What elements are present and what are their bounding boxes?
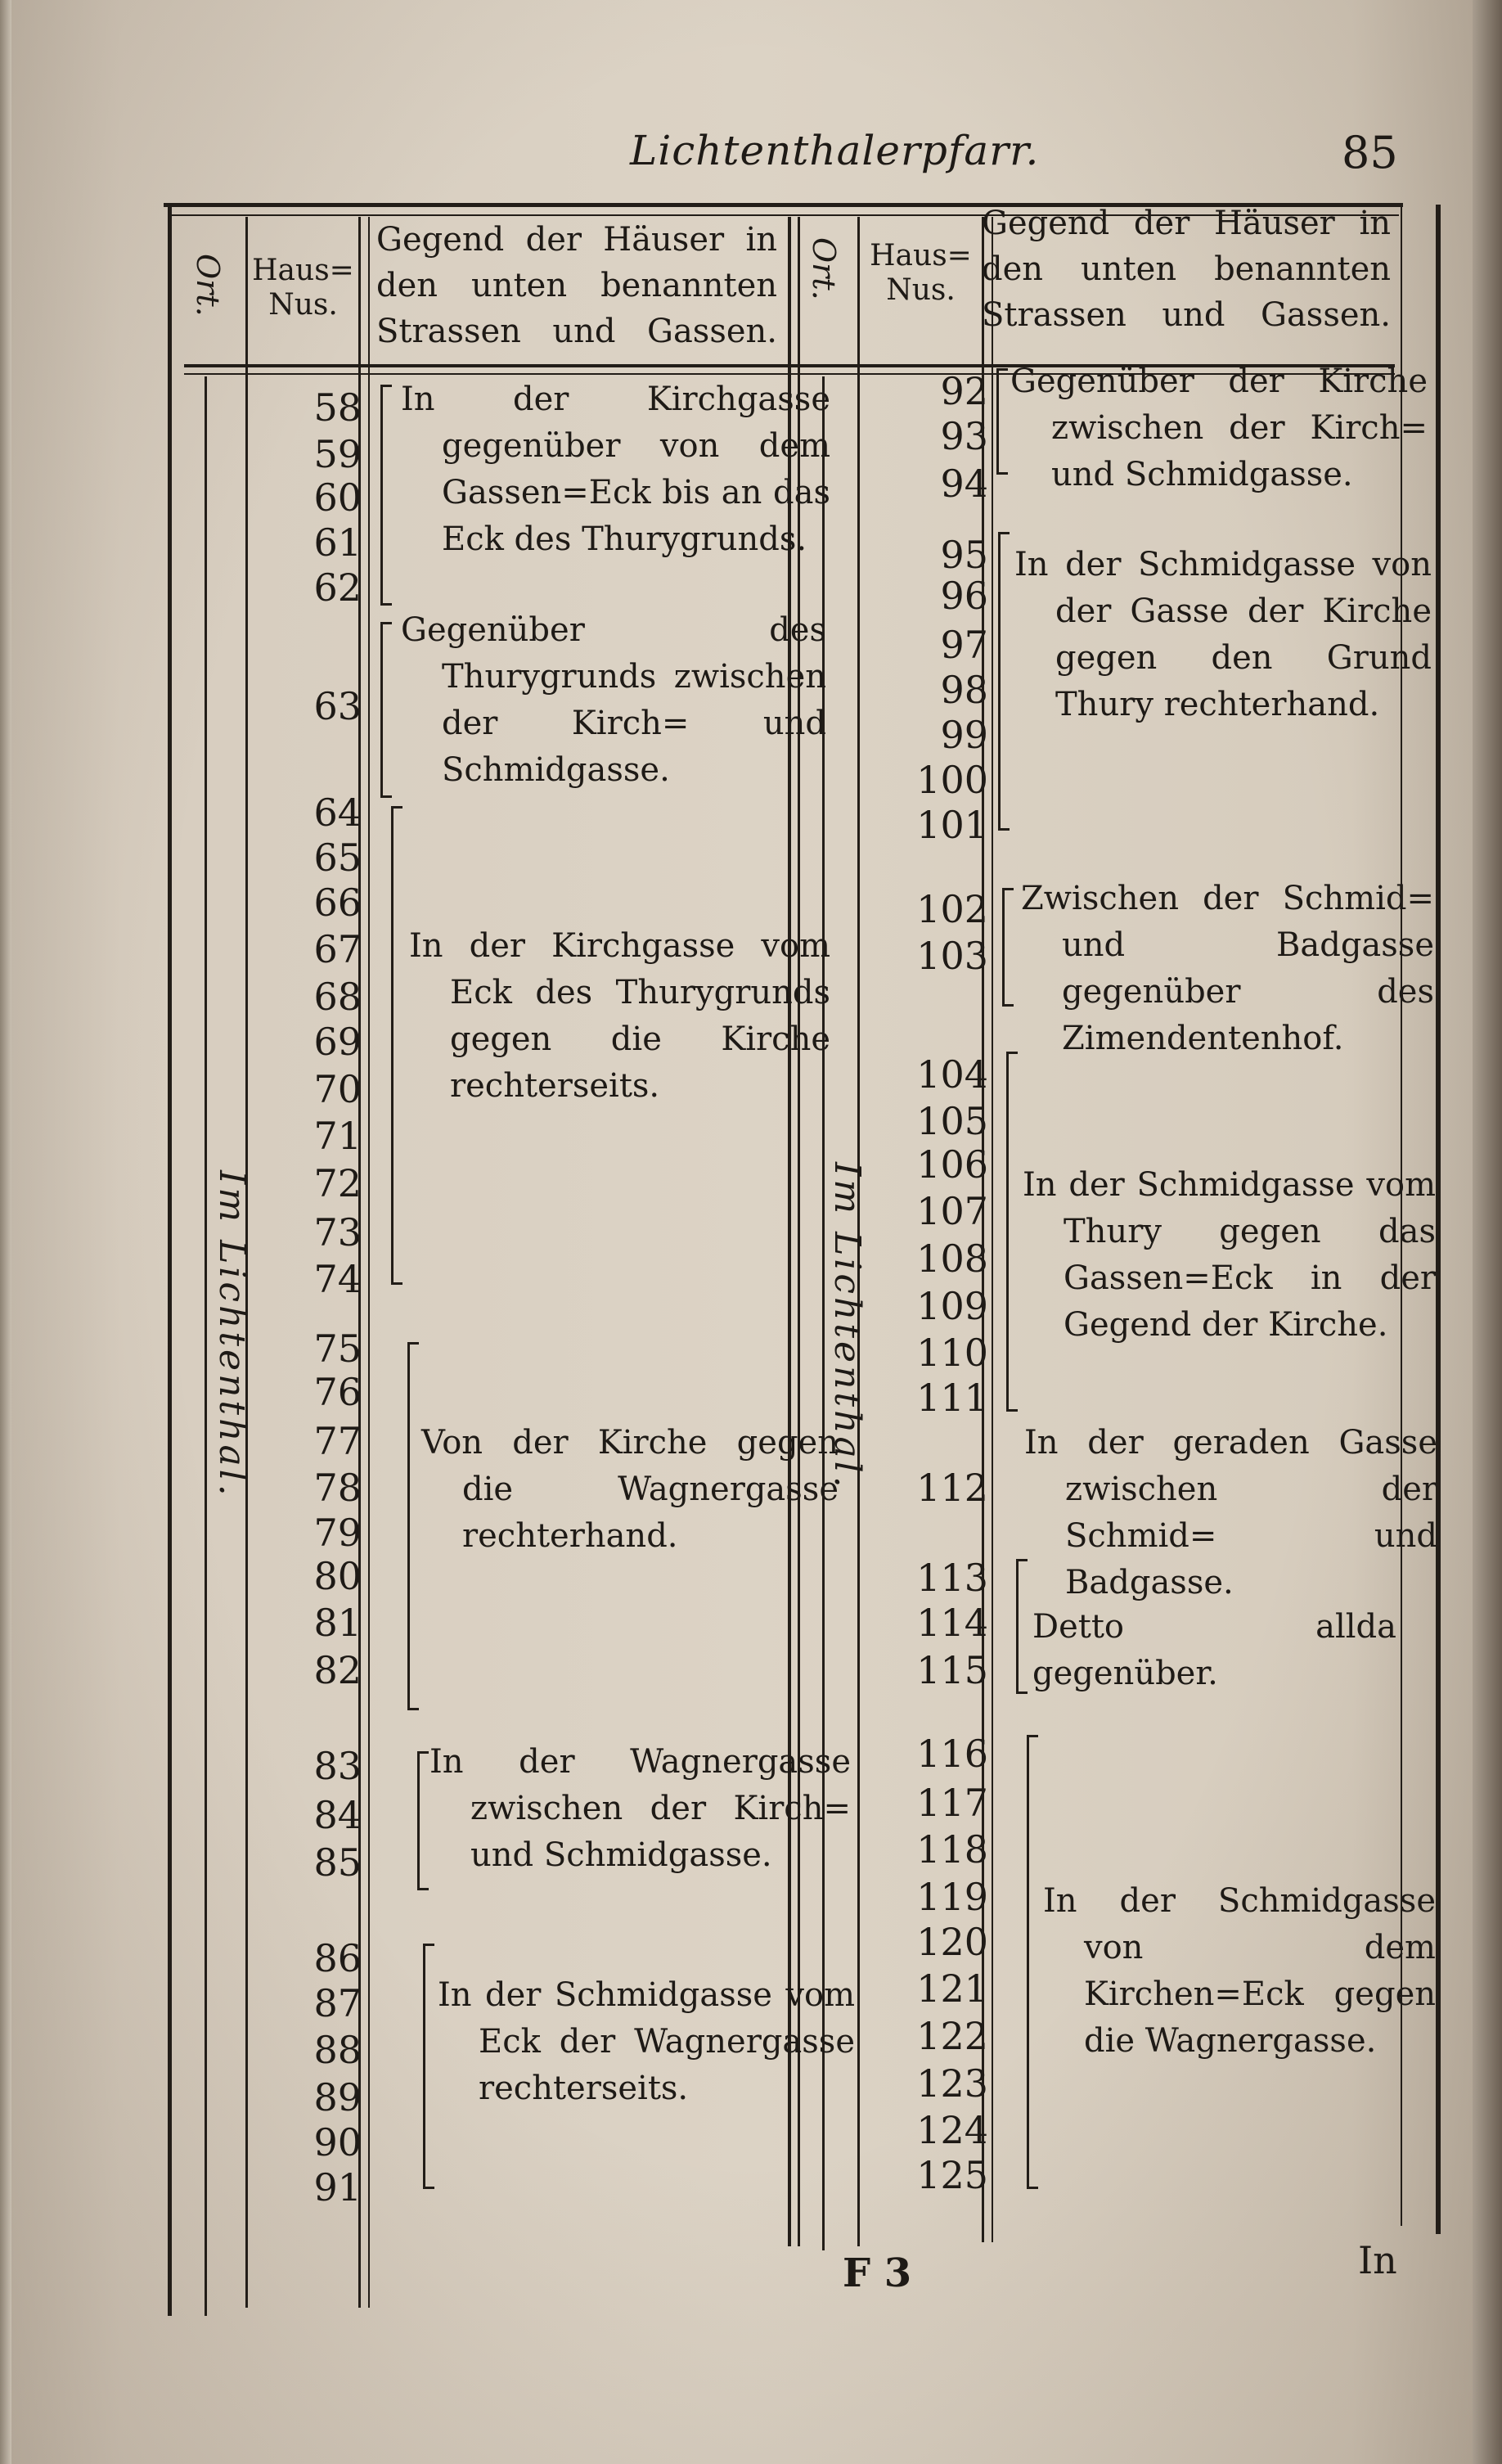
catchword: In bbox=[1358, 2238, 1397, 2282]
entry-left-4: Von der Kirche gegen die Wagnergasse rechterhand. bbox=[421, 1424, 839, 1555]
header-ort-right: Ort. bbox=[806, 237, 842, 300]
house-number: 85 bbox=[313, 1840, 362, 1885]
house-number: 117 bbox=[916, 1781, 988, 1825]
brace bbox=[380, 385, 394, 606]
house-number: 87 bbox=[313, 1981, 362, 2025]
header-gegend-left: Gegend der Häuser in den unten benannten Strassen und Gassen. bbox=[376, 221, 777, 350]
house-number: 100 bbox=[916, 758, 988, 802]
brace bbox=[423, 1944, 437, 2189]
house-number: 82 bbox=[313, 1648, 362, 1692]
house-number: 107 bbox=[916, 1189, 988, 1233]
house-number: 60 bbox=[313, 475, 362, 520]
house-number: 88 bbox=[313, 2028, 362, 2072]
house-number: 125 bbox=[916, 2153, 988, 2197]
house-number: 121 bbox=[916, 1966, 988, 2011]
brace bbox=[380, 622, 394, 798]
entry-right-1: Gegenüber der Kirche zwischen der Kirch= und Schmidgasse. bbox=[1010, 363, 1428, 493]
page-edge-right bbox=[1473, 0, 1502, 2464]
house-number: 75 bbox=[313, 1327, 362, 1371]
page-number: 85 bbox=[1342, 127, 1398, 178]
house-number: 97 bbox=[940, 623, 988, 667]
house-number: 63 bbox=[313, 684, 362, 728]
house-number: 101 bbox=[916, 803, 988, 847]
house-number: 74 bbox=[313, 1257, 362, 1301]
house-number: 94 bbox=[940, 462, 988, 506]
house-number: 120 bbox=[916, 1920, 988, 1964]
header-ort-left: Ort. bbox=[190, 254, 226, 317]
entry-left-1: In der Kirchgasse gegenüber von dem Gassen=Eck bis an das Eck des Thurygrunds. bbox=[401, 381, 830, 558]
header-haus-nus-right: Haus= Nus. bbox=[870, 239, 972, 307]
entry-left-6: In der Schmidgasse vom Eck der Wagnergasse rechterseits. bbox=[438, 1976, 855, 2107]
house-number: 81 bbox=[313, 1601, 362, 1645]
house-number: 80 bbox=[313, 1554, 362, 1598]
house-number: 90 bbox=[313, 2120, 362, 2164]
house-number: 58 bbox=[313, 385, 362, 430]
entry-right-2: In der Schmidgasse von der Gasse der Kirche gegen den Grund Thury rechterhand. bbox=[1014, 546, 1432, 723]
entry-right-6: Detto allda gegenüber. bbox=[1032, 1608, 1396, 1692]
house-number: 116 bbox=[916, 1732, 988, 1776]
frame-left bbox=[168, 205, 172, 2316]
house-number: 67 bbox=[313, 927, 362, 971]
house-number: 111 bbox=[916, 1376, 988, 1420]
house-number: 66 bbox=[313, 881, 362, 925]
house-number: 86 bbox=[313, 1936, 362, 1980]
house-number: 62 bbox=[313, 565, 362, 610]
house-number: 122 bbox=[916, 2014, 988, 2058]
house-number: 84 bbox=[313, 1793, 362, 1837]
brace bbox=[1006, 1052, 1020, 1412]
house-number: 123 bbox=[916, 2061, 988, 2106]
house-number: 93 bbox=[940, 414, 988, 458]
house-number: 73 bbox=[313, 1210, 362, 1255]
house-number: 65 bbox=[313, 836, 362, 880]
entry-left-3: In der Kirchgasse vom Eck des Thurygrunds gegen die Kirche rechterseits. bbox=[409, 927, 830, 1105]
entry-left-2: Gegenüber des Thurygrunds zwischen der Kirch= und Schmidgasse. bbox=[401, 611, 826, 789]
col-rule-desc-left bbox=[368, 217, 370, 2308]
district-label-left: Im Lichtenthal. bbox=[211, 1170, 253, 1499]
house-number: 83 bbox=[313, 1744, 362, 1788]
house-number: 102 bbox=[916, 887, 988, 931]
house-number: 71 bbox=[313, 1114, 362, 1158]
house-number: 108 bbox=[916, 1237, 988, 1281]
house-number: 112 bbox=[916, 1466, 988, 1510]
house-number: 79 bbox=[313, 1511, 362, 1555]
house-number: 89 bbox=[313, 2075, 362, 2119]
house-number: 72 bbox=[313, 1161, 362, 1205]
entry-left-5: In der Wagnergasse zwischen der Kirch= und Schmidgasse. bbox=[429, 1743, 851, 1874]
header-haus-nus-left: Haus= Nus. bbox=[252, 254, 354, 322]
house-number: 98 bbox=[940, 668, 988, 712]
house-number: 110 bbox=[916, 1331, 988, 1375]
house-number: 104 bbox=[916, 1052, 988, 1097]
district-label-right: Im Lichtenthal. bbox=[826, 1162, 868, 1491]
col-rule-desc-right bbox=[992, 217, 993, 2242]
house-number: 109 bbox=[916, 1284, 988, 1328]
house-number: 91 bbox=[313, 2165, 362, 2209]
house-number: 124 bbox=[916, 2108, 988, 2152]
house-number: 64 bbox=[313, 791, 362, 835]
house-number: 96 bbox=[940, 574, 988, 618]
entry-right-4: In der Schmidgasse vom Thury gegen das Gassen=Eck in der Gegend der Kirche. bbox=[1023, 1166, 1436, 1344]
brace bbox=[407, 1342, 421, 1710]
brace bbox=[1027, 1735, 1041, 2189]
house-number: 118 bbox=[916, 1827, 988, 1872]
house-number: 59 bbox=[313, 432, 362, 476]
house-number: 105 bbox=[916, 1099, 988, 1143]
signature-mark: F 3 bbox=[843, 2250, 912, 2296]
entry-right-7: In der Schmidgasse von dem Kirchen=Eck gegen die Wagnergasse. bbox=[1043, 1882, 1436, 2060]
house-number: 76 bbox=[313, 1370, 362, 1414]
header-gegend-right: Gegend der Häuser in den unten benannten Strassen und Gassen. bbox=[982, 205, 1391, 334]
brace bbox=[996, 368, 1010, 475]
entry-right-5: In der geraden Gasse zwischen der Schmid= und Badgasse. bbox=[1024, 1424, 1437, 1601]
col-rule-district-left bbox=[205, 376, 207, 2316]
house-number: 69 bbox=[313, 1020, 362, 1064]
page-edge-left bbox=[0, 0, 11, 2464]
house-number: 77 bbox=[313, 1419, 362, 1463]
brace bbox=[1002, 888, 1016, 1007]
entry-right-3: Zwischen der Schmid= und Badgasse gegenüber des Zimendentenhof. bbox=[1021, 880, 1434, 1057]
house-number: 92 bbox=[940, 369, 988, 413]
house-number: 119 bbox=[916, 1875, 988, 1919]
house-number: 113 bbox=[916, 1556, 988, 1600]
brace bbox=[391, 806, 405, 1285]
running-head: Lichtenthalerpfarr. bbox=[630, 127, 1040, 174]
house-number: 61 bbox=[313, 520, 362, 565]
house-number: 99 bbox=[940, 713, 988, 757]
brace bbox=[998, 532, 1012, 831]
house-number: 115 bbox=[916, 1648, 988, 1692]
house-number: 114 bbox=[916, 1601, 988, 1645]
house-number: 68 bbox=[313, 975, 362, 1019]
house-number: 95 bbox=[940, 533, 988, 577]
house-number: 78 bbox=[313, 1466, 362, 1510]
frame-right bbox=[1436, 205, 1441, 2234]
house-number: 70 bbox=[313, 1067, 362, 1111]
house-number: 103 bbox=[916, 934, 988, 978]
house-number: 106 bbox=[916, 1142, 988, 1187]
